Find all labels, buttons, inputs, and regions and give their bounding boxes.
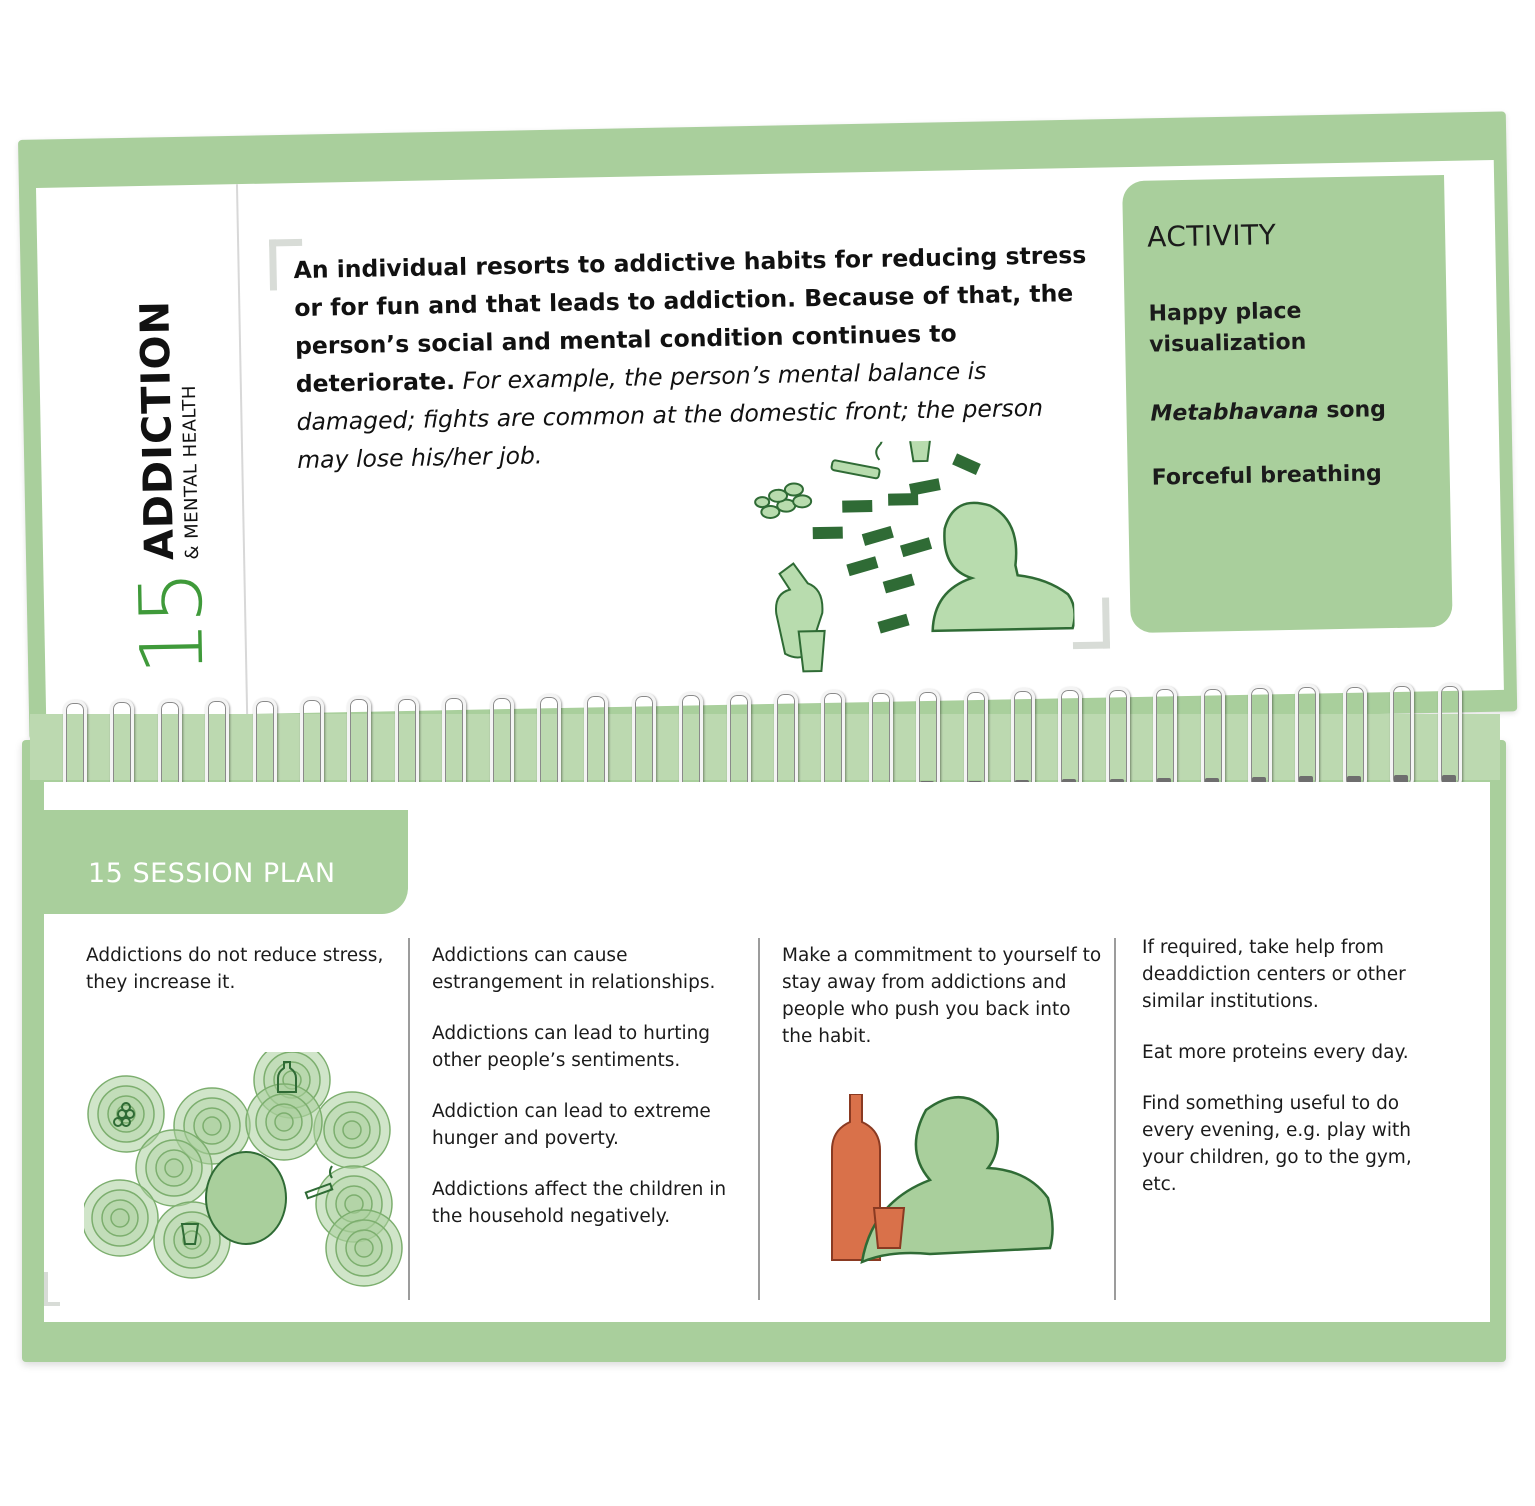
- session-point: Make a commitment to yourself to stay away from addictions and people who push you back into the habit.: [782, 945, 1102, 1047]
- session-point: Find something useful to do every evening, e.g. play with your children, go to the gym, etc.: [1142, 1093, 1412, 1195]
- glass-icon: [909, 438, 932, 461]
- activity-item-metabhavana-rest: song: [1318, 397, 1387, 424]
- column-divider: [758, 938, 760, 1300]
- session-point: Addiction can lead to extreme hunger and poverty.: [432, 1101, 711, 1149]
- session-point: If required, take help from deaddiction centers or other similar institutions.: [1142, 937, 1406, 1012]
- chapter-subtitle: & MENTAL HEALTH: [178, 384, 204, 560]
- person-with-bottle-illustration: [822, 1094, 1072, 1274]
- session-column-2: [432, 942, 732, 1254]
- session-point: Addictions can cause estrangement in relationships.: [432, 945, 716, 993]
- top-page: [36, 160, 1504, 718]
- spiral-ring: [1010, 688, 1032, 794]
- spiral-ring: [868, 690, 890, 796]
- column-divider: [1114, 938, 1116, 1300]
- person-icon: [930, 501, 1075, 631]
- intro-italic-text: For example, the person’s mental balance is damaged; fights are common at the domestic front; the person may lose his/her job.: [296, 356, 1044, 475]
- stress-ring: [355, 1239, 373, 1257]
- spiral-ring: [1294, 684, 1316, 790]
- stress-circles-illustration: [84, 1052, 414, 1292]
- chapter-side-strip: [36, 184, 248, 718]
- session-point: Eat more proteins every day.: [1142, 1042, 1409, 1063]
- spiral-ring: [1152, 686, 1174, 792]
- session-plan-tab: [44, 810, 408, 914]
- session-column-3: [782, 942, 1102, 1074]
- spiral-ring: [1057, 687, 1079, 793]
- activity-item-visualization: Happy place visualization: [1148, 298, 1307, 358]
- spiral-binding-band: [30, 714, 1500, 780]
- session-plan-title: 15 SESSION PLAN: [88, 858, 336, 889]
- cigarette-icon: [830, 438, 882, 479]
- session-column-4: [1142, 934, 1432, 1222]
- activity-item-metabhavana-italic: Metabhavana: [1150, 398, 1319, 427]
- activity-box: [1122, 175, 1453, 633]
- chapter-title: ADDICTION: [132, 299, 184, 561]
- spiral-ring: [1105, 687, 1127, 793]
- stress-ring: [203, 1117, 221, 1135]
- stress-ring: [183, 1231, 201, 1249]
- chapter-heading: [116, 299, 223, 677]
- bottle-icon: [775, 563, 825, 672]
- stress-ring: [343, 1121, 361, 1139]
- quote-bracket-close: [1072, 597, 1110, 649]
- spiral-ring: [1247, 685, 1269, 791]
- spiral-ring: [820, 690, 842, 796]
- stress-ring: [111, 1209, 129, 1227]
- page-corner-mark: [44, 1272, 60, 1306]
- session-point: Addictions can lead to hurting other people’s sentiments.: [432, 1023, 711, 1071]
- activity-item-metabhavana: [1150, 393, 1441, 430]
- spiral-ring: [1342, 684, 1364, 790]
- session-point: Addictions affect the children in the household negatively.: [432, 1179, 727, 1227]
- spiral-ring: [915, 689, 937, 795]
- addiction-illustration: [741, 438, 1075, 674]
- session-column-1: [86, 942, 386, 1020]
- stress-ring: [275, 1113, 293, 1131]
- spiral-ring: [963, 689, 985, 795]
- intro-bold-text: An individual resorts to addictive habits for reducing stress or for fun and that leads to addiction. Because of that, the person’s social and mental condition continues to deteriorate.: [293, 240, 1087, 399]
- bottom-page: [44, 782, 1490, 1322]
- pills-icon: [755, 483, 812, 518]
- spiral-ring: [1389, 683, 1411, 789]
- glass-icon: [874, 1208, 904, 1248]
- session-point: Addictions do not reduce stress, they increase it.: [86, 945, 384, 993]
- spiral-ring: [1200, 686, 1222, 792]
- spiral-ring: [1437, 683, 1459, 789]
- activity-title: ACTIVITY: [1146, 218, 1277, 254]
- activity-item-breathing: Forceful breathing: [1151, 461, 1382, 491]
- stress-ring: [165, 1159, 183, 1177]
- chapter-number: 15: [121, 573, 224, 677]
